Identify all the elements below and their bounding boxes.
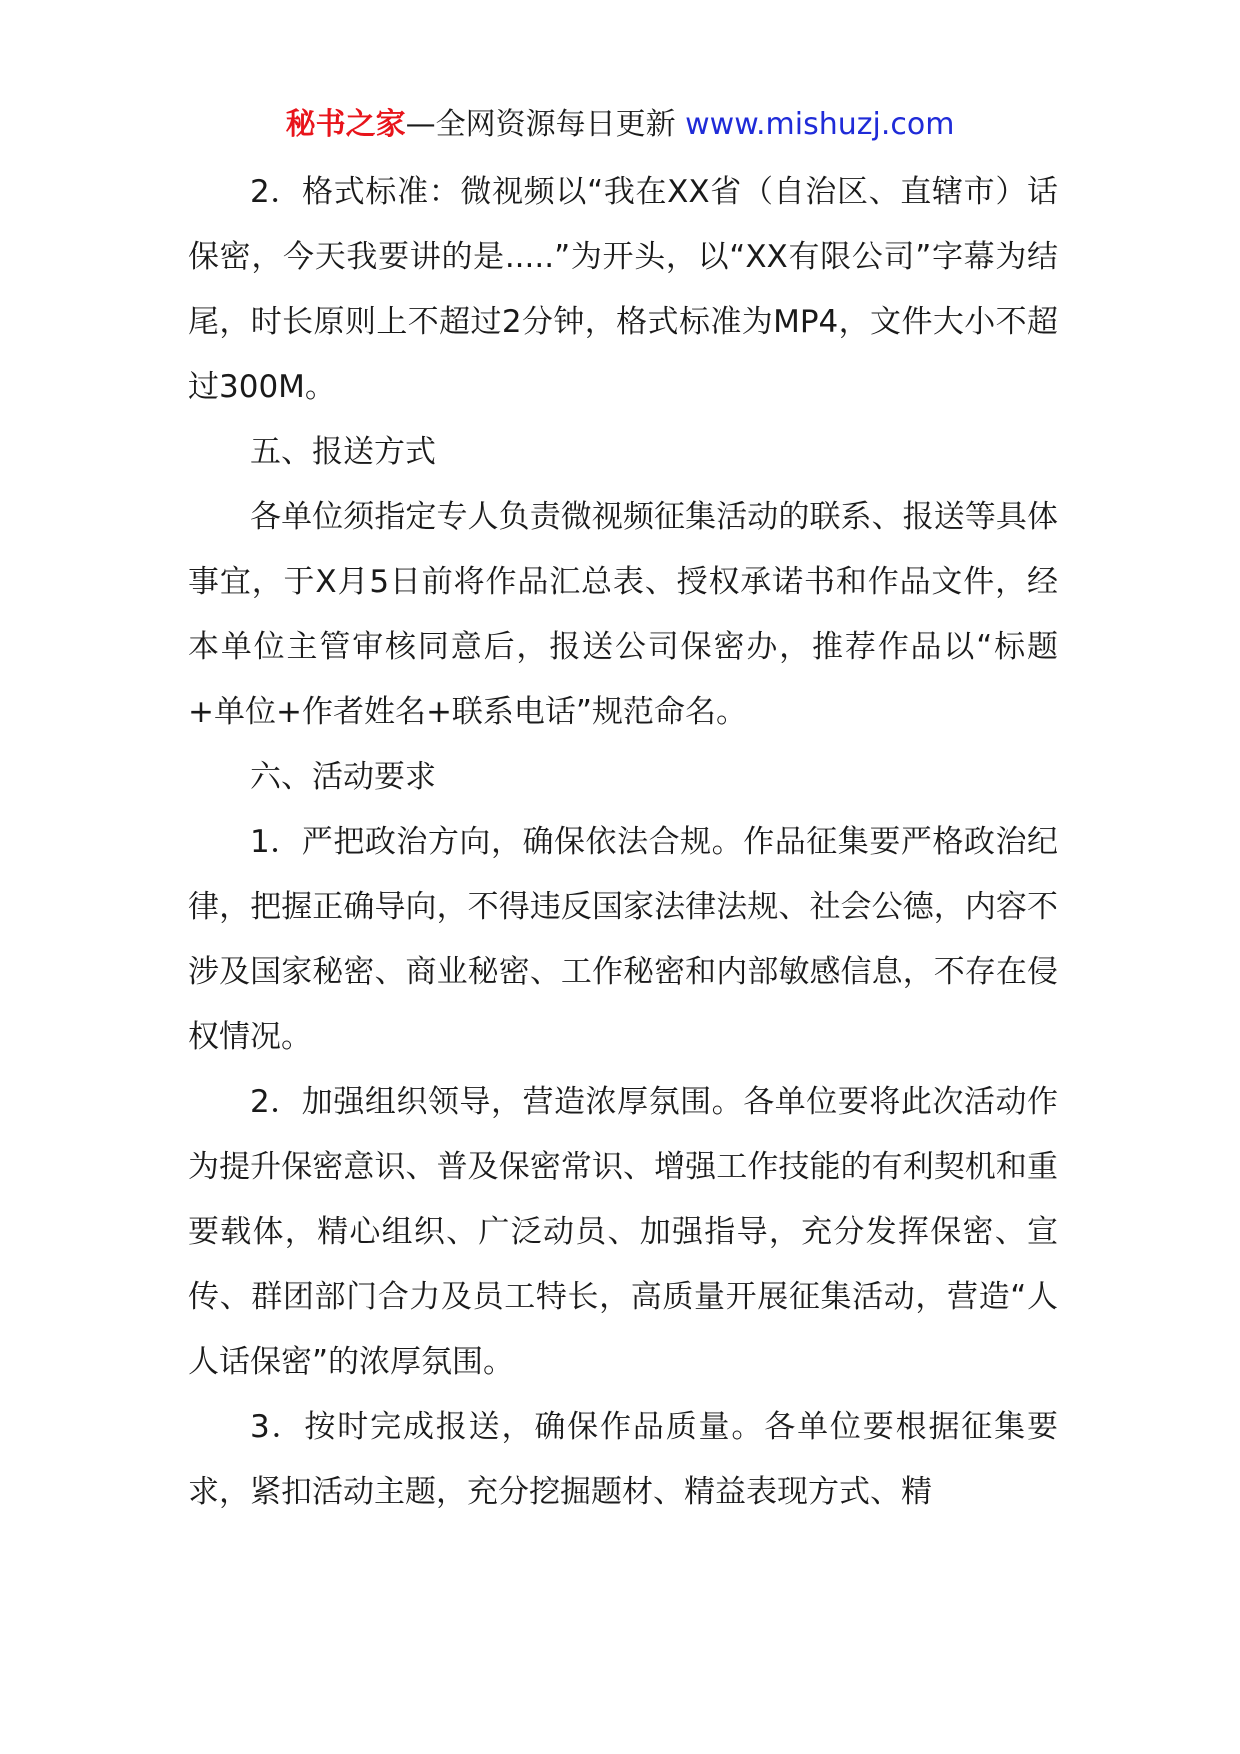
site-header xyxy=(0,100,1240,150)
paragraph-format-standard: 2．格式标准：微视频以“我在XX省（自治区、直辖市）话保密，今天我要讲的是.....”为开头，以“XX有限公司”字幕为结尾，时长原则上不超过2分钟，格式标准为MP4，文件大小不超过300M。 xyxy=(188,174,1058,405)
section-heading-submission-method: 五、报送方式 xyxy=(250,434,436,470)
site-url-link[interactable]: www.mishuzj.com xyxy=(685,107,955,142)
site-brand: 秘书之家 xyxy=(285,107,406,142)
section-heading-activity-requirements: 六、活动要求 xyxy=(250,759,436,795)
paragraph-submission-details: 各单位须指定专人负责微视频征集活动的联系、报送等具体事宜，于X月5日前将作品汇总表、授权承诺书和作品文件，经本单位主管审核同意后，报送公司保密办，推荐作品以“标题+单位+作者姓名+联系电话”规范命名。 xyxy=(188,499,1058,730)
paragraph-requirement-1: 1．严把政治方向，确保依法合规。作品征集要严格政治纪律，把握正确导向，不得违反国家法律法规、社会公德，内容不涉及国家秘密、商业秘密、工作秘密和内部敏感信息，不存在侵权情况。 xyxy=(188,824,1058,1055)
document-body xyxy=(188,160,1058,1525)
paragraph-requirement-3: 3．按时完成报送，确保作品质量。各单位要根据征集要求，紧扣活动主题，充分挖掘题材、精益表现方式、精 xyxy=(188,1409,1058,1510)
site-slogan: —全网资源每日更新 xyxy=(405,107,686,142)
paragraph-requirement-2: 2．加强组织领导，营造浓厚氛围。各单位要将此次活动作为提升保密意识、普及保密常识、增强工作技能的有利契机和重要载体，精心组织、广泛动员、加强指导，充分发挥保密、宣传、群团部门合力及员工特长，高质量开展征集活动，营造“人人话保密”的浓厚氛围。 xyxy=(188,1084,1058,1380)
